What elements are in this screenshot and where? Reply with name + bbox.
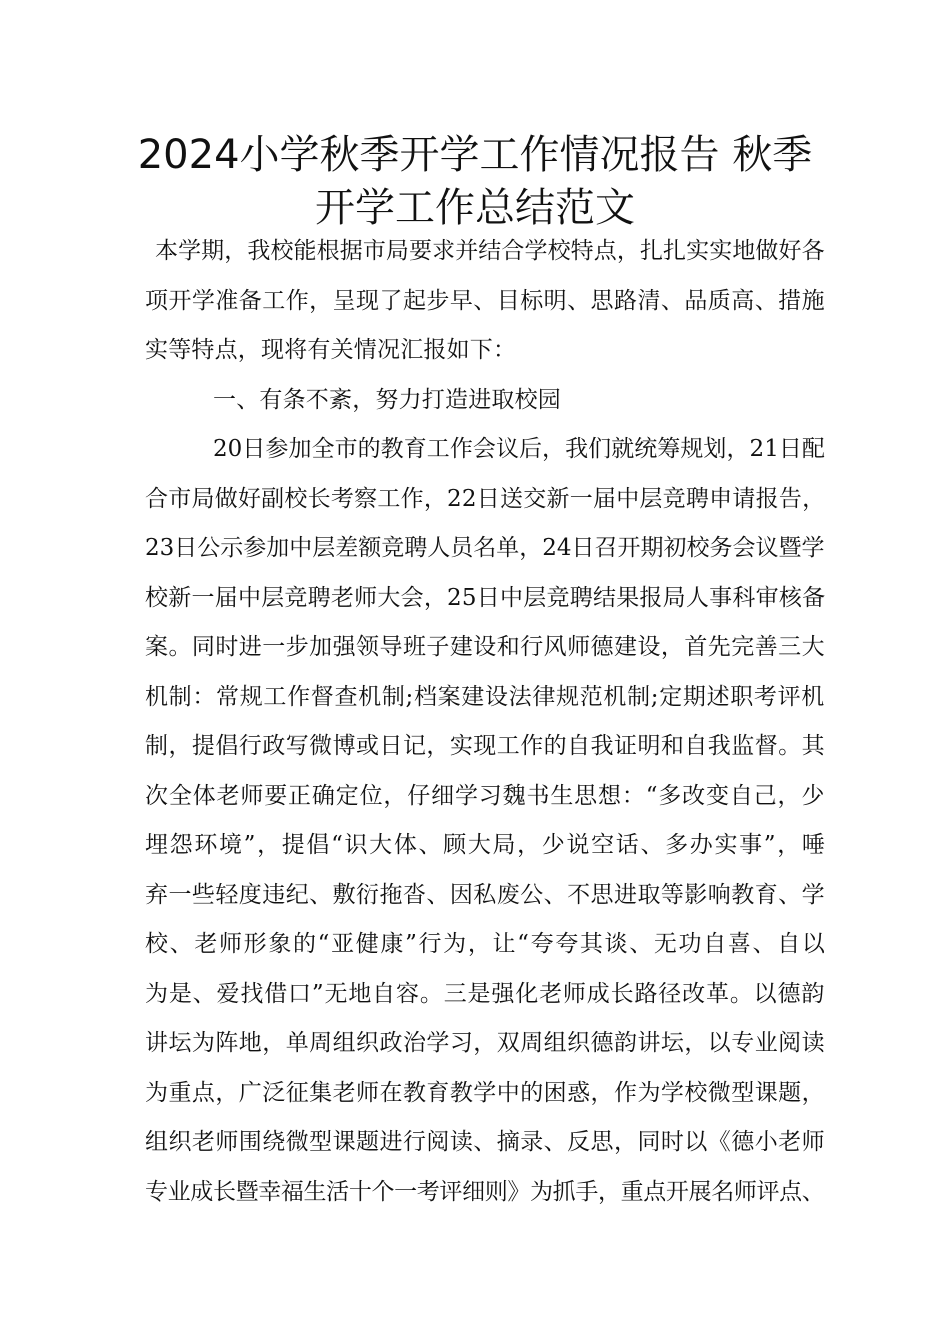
body-text-line: 校、老师形象的“亚健康”行为，让“夸夸其谈、无功自喜、自以 <box>145 931 827 957</box>
body-text-line: 实等特点，现将有关情况汇报如下： <box>145 337 517 363</box>
body-text-line: 制，提倡行政写微博或日记，实现工作的自我证明和自我监督。其 <box>145 733 826 759</box>
section-heading: 一、有条不紊，努力打造进取校园 <box>213 386 561 413</box>
body-text-line: 组织老师围绕微型课题进行阅读、摘录、反思，同时以《德小老师 <box>145 1129 826 1155</box>
body-text-line: 23日公示参加中层差额竞聘人员名单，24日召开期初校务会议暨学 <box>145 535 825 561</box>
body-text-line: 次全体老师要正确定位，仔细学习魏书生思想：“多改变自己，少 <box>145 782 826 809</box>
body-text-line: 机制：常规工作督查机制;档案建设法律规范机制;定期述职考评机 <box>145 683 825 710</box>
body-text-line: 为是、爱找借口”无地自容。三是强化老师成长路径改革。以德韵 <box>145 980 826 1007</box>
body-text-line: 20日参加全市的教育工作会议后，我们就统筹规划，21日配 <box>213 436 825 462</box>
body-text-line: 为重点，广泛征集老师在教育教学中的困惑，作为学校微型课题， <box>145 1079 826 1106</box>
body-text-line: 校新一届中层竞聘老师大会，25日中层竞聘结果报局人事科审核备 <box>145 584 826 611</box>
body-text-line: 埋怨环境”，提倡“识大体、顾大局，少说空话、多办实事”，唾 <box>145 832 827 858</box>
document-title-line-2: 开学工作总结范文 <box>315 185 635 231</box>
body-text-line: 项开学准备工作，呈现了起步早、目标明、思路清、品质高、措施 <box>145 287 826 314</box>
body-text-line: 案。同时进一步加强领导班子建设和行风师德建设，首先完善三大 <box>145 634 826 660</box>
body-text-line: 本学期，我校能根据市局要求并结合学校特点，扎扎实实地做好各 <box>155 238 825 264</box>
body-text-line: 专业成长暨幸福生活十个一考评细则》为抓手，重点开展名师评点、 <box>145 1178 825 1205</box>
body-text-line: 合市局做好副校长考察工作，22日送交新一届中层竞聘申请报告， <box>145 485 826 512</box>
body-text-line: 讲坛为阵地，单周组织政治学习，双周组织德韵讲坛，以专业阅读 <box>145 1030 826 1056</box>
body-text-line: 弃一些轻度违纪、敷衍拖沓、因私废公、不思进取等影响教育、学 <box>145 881 826 908</box>
document-title-line-1: 2024小学秋季开学工作情况报告 秋季 <box>137 132 813 178</box>
